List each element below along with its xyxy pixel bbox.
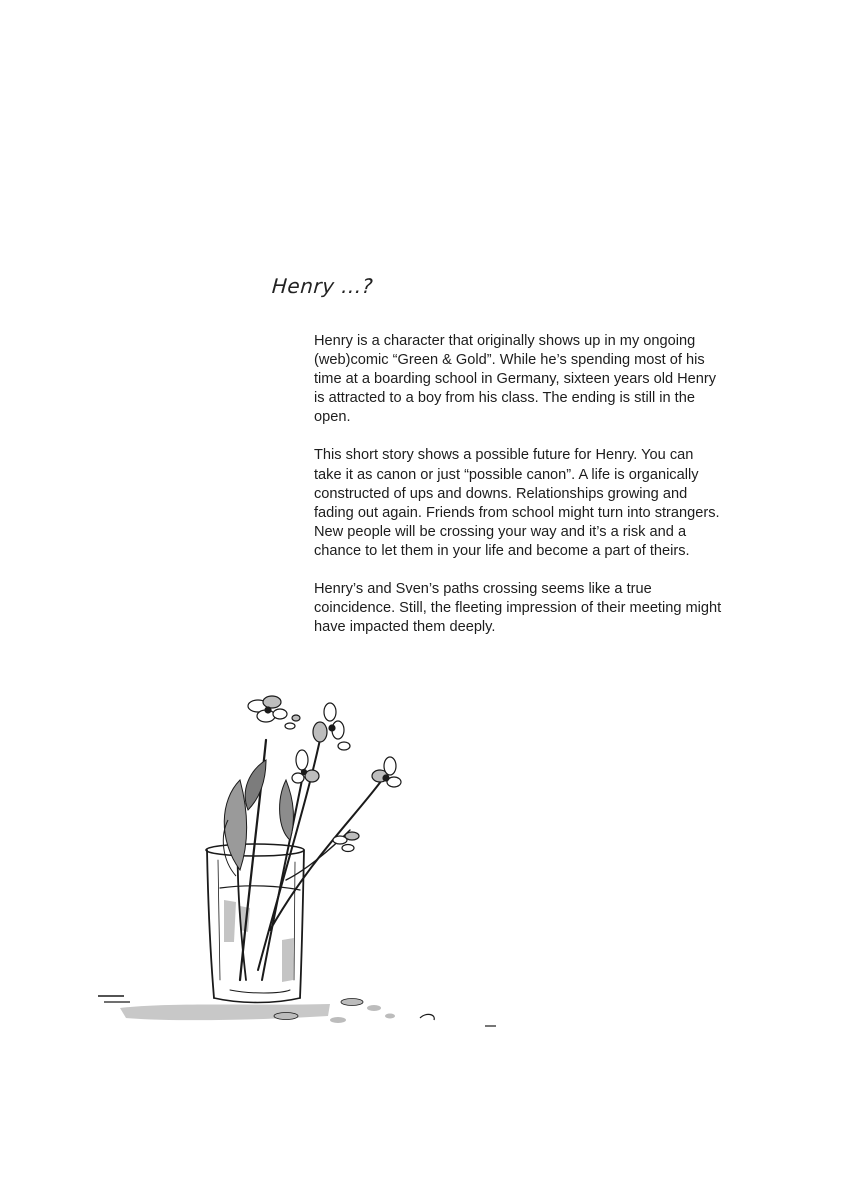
body-text — [314, 332, 724, 656]
paragraph-meeting: Henry’s and Sven’s paths crossing seems like a true coincidence. Still, the fleeting impression of their meeting might have impacted them deeply. — [314, 581, 722, 636]
flower-vase-illustration — [90, 680, 510, 1040]
paragraph-intro: Henry is a character that originally shows up in my ongoing (web)comic “Green & Gold”. While he’s spending most of his time at a boarding school in Germany, sixteen years old Henry is attracted to a boy from his class. The ending is still in the open. — [314, 333, 717, 426]
flower-right — [372, 757, 401, 787]
flower-top-left — [248, 696, 287, 722]
flower-heads — [248, 696, 401, 852]
page-heading: Henry ...? — [271, 274, 374, 298]
table-shadow — [98, 996, 496, 1026]
paragraph-story: This short story shows a possible future for Henry. You can take it as canon or just “possible canon”. A life is organically constructed of ups and downs. Relationships growing and fading out again. Friends from school might turn into strangers. New people will be crossing your way and it’s a risk and a chance to let them in your life and become a part of theirs. — [314, 447, 720, 559]
flower-middle — [292, 750, 319, 783]
